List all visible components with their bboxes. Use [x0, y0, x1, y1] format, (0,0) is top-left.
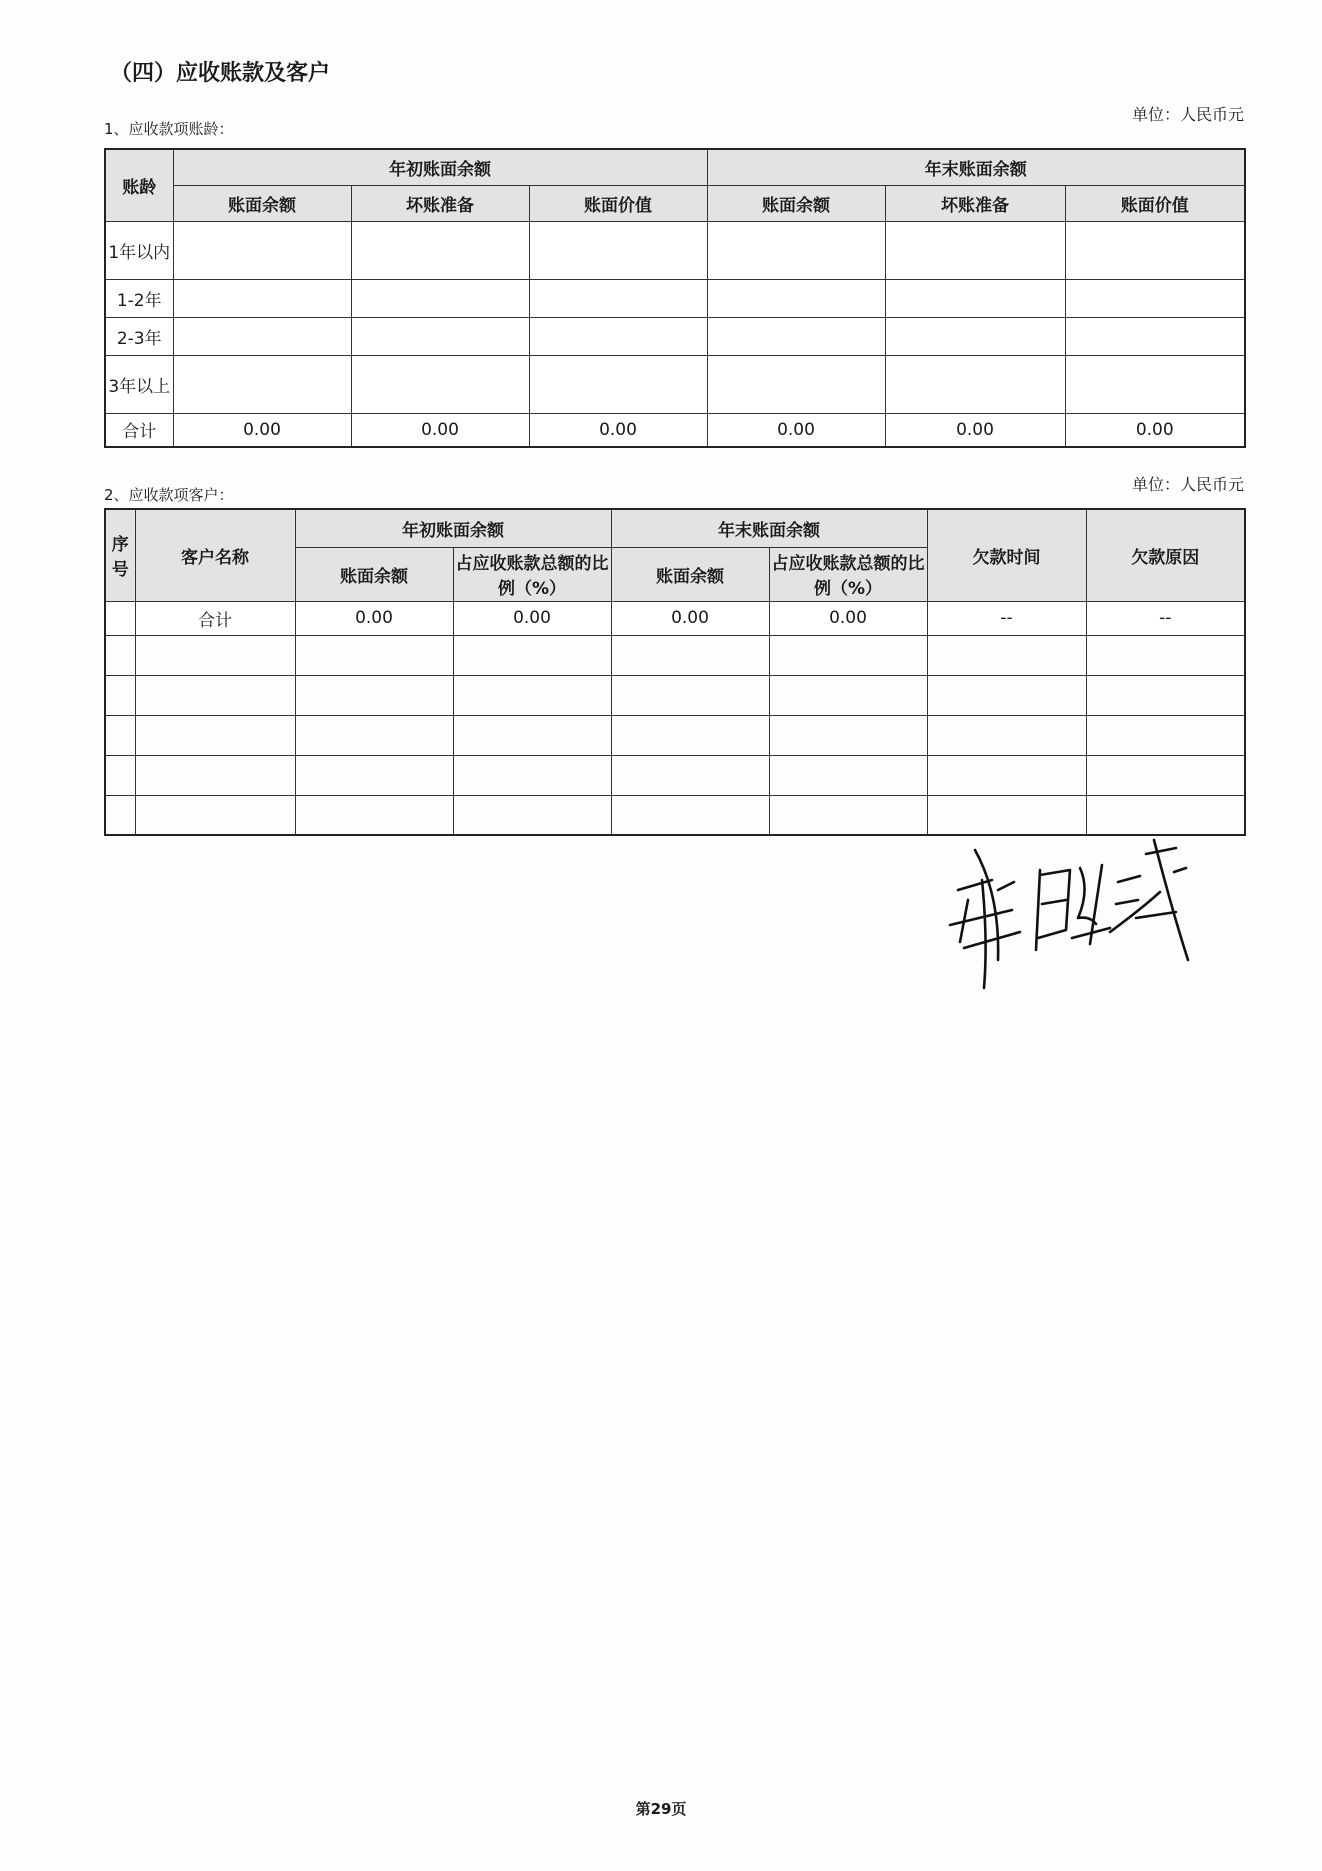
- aging-unit: 单位：人民币元: [1131, 105, 1244, 124]
- table-row: [105, 755, 1245, 795]
- section-title: （四）应收账款及客户: [110, 61, 331, 86]
- header-customer-name: 客户名称: [135, 509, 295, 601]
- header-age: 账龄: [105, 149, 173, 221]
- table-row: [105, 221, 1245, 279]
- handwritten-signature: [940, 820, 1200, 990]
- header-end-balance: 年末账面余额: [611, 509, 927, 547]
- row-label: 1年以内: [105, 221, 173, 279]
- table-row: [105, 635, 1245, 675]
- total-row: [105, 601, 1245, 635]
- total-value: 0.00: [611, 601, 769, 635]
- table-row: [105, 317, 1245, 355]
- header-no: 序号: [105, 509, 135, 601]
- total-value: 0.00: [885, 413, 1065, 447]
- total-value: --: [1086, 601, 1245, 635]
- header-overdue-reason: 欠款原因: [1086, 509, 1245, 601]
- header-overdue-time: 欠款时间: [927, 509, 1086, 601]
- total-value: 0.00: [173, 413, 351, 447]
- header-begin-ratio: 占应收账款总额的比例（%）: [453, 547, 611, 601]
- total-label: 合计: [135, 601, 295, 635]
- total-value: 0.00: [295, 601, 453, 635]
- header-end-book-balance: 账面余额: [707, 185, 885, 221]
- customers-subtitle: 2、应收款项客户：: [104, 486, 234, 504]
- row-label: 3年以上: [105, 355, 173, 413]
- customers-unit: 单位：人民币元: [1131, 475, 1244, 494]
- header-begin-book-balance: 账面余额: [173, 185, 351, 221]
- total-value: --: [927, 601, 1086, 635]
- header-begin-book-value: 账面价值: [529, 185, 707, 221]
- header-begin-balance: 年初账面余额: [173, 149, 707, 185]
- row-label: 2-3年: [105, 317, 173, 355]
- header-begin-book-balance: 账面余额: [295, 547, 453, 601]
- aging-table: [104, 148, 1246, 448]
- header-end-ratio: 占应收账款总额的比例（%）: [769, 547, 927, 601]
- header-end-balance: 年末账面余额: [707, 149, 1245, 185]
- total-value: 0.00: [453, 601, 611, 635]
- table-row: [105, 279, 1245, 317]
- header-end-bad-debt: 坏账准备: [885, 185, 1065, 221]
- table-row: [105, 355, 1245, 413]
- row-label: 1-2年: [105, 279, 173, 317]
- total-value: 0.00: [769, 601, 927, 635]
- header-begin-bad-debt: 坏账准备: [351, 185, 529, 221]
- aging-subtitle: 1、应收款项账龄：: [104, 120, 234, 138]
- header-end-book-value: 账面价值: [1065, 185, 1245, 221]
- total-value: 0.00: [351, 413, 529, 447]
- total-row: [105, 413, 1245, 447]
- table-row: [105, 675, 1245, 715]
- total-value: 0.00: [1065, 413, 1245, 447]
- page-number: 第29页: [635, 1800, 687, 1818]
- header-begin-balance: 年初账面余额: [295, 509, 611, 547]
- header-end-book-balance: 账面余额: [611, 547, 769, 601]
- customer-table: [104, 508, 1246, 836]
- total-value: 0.00: [707, 413, 885, 447]
- total-value: 0.00: [529, 413, 707, 447]
- total-label: 合计: [105, 413, 173, 447]
- table-row: [105, 715, 1245, 755]
